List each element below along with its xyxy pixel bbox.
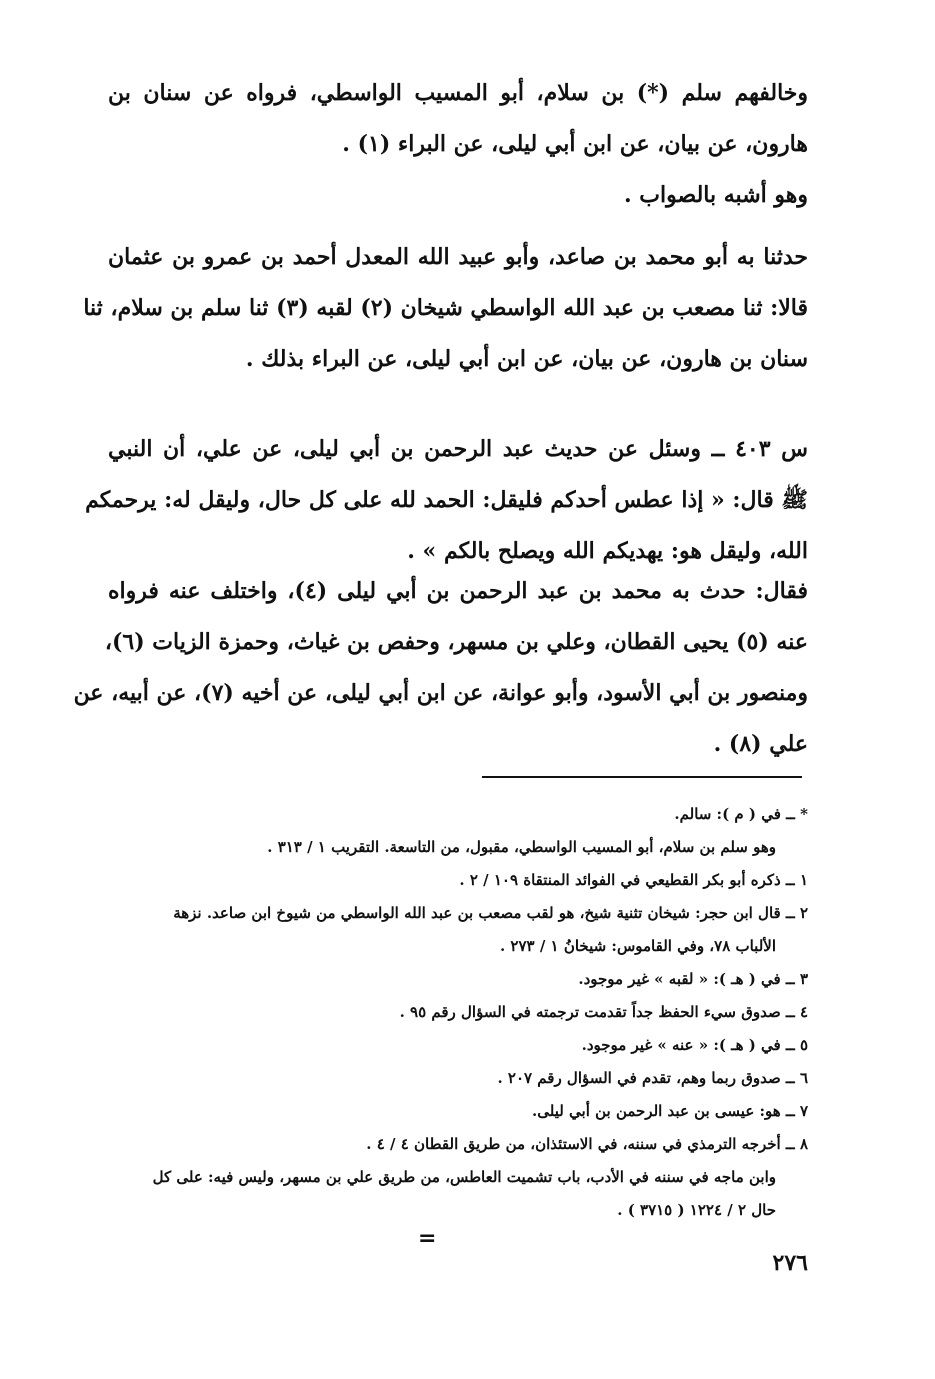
footnote: ٢ ــ قال ابن حجر: شيخان تثنية شيخ، هو لقب مصعب بن عبد الله الواسطي من شيوخ ابن صاعد. نزهة	[173, 904, 808, 922]
question-text: وسئل عن حديث عبد الرحمن بن أبي ليلى، عن علي، أن النبي	[108, 436, 701, 462]
paragraph-ashbah	[108, 170, 808, 221]
footnotes	[108, 798, 808, 1227]
answer-paragraph	[73, 566, 809, 770]
text-line: فقال: حدث به محمد بن عبد الرحمن بن أبي ليلى (٤)، واختلف عنه فرواه	[108, 578, 809, 604]
question-number: س ٤٠٣ ــ	[711, 436, 808, 462]
text-line: سنان بن هارون، عن بيان، عن ابن أبي ليلى، عن البراء بذلك .	[245, 346, 808, 372]
continuation-mark: =	[418, 1226, 437, 1251]
text-line	[108, 424, 808, 475]
footnote: ٣ ــ في ( هـ ): « لقبه » غير موجود.	[578, 970, 808, 988]
text-line: وخالفهم سلم (*) بن سلام، أبو المسيب الواسطي، فرواه عن سنان بن	[108, 80, 808, 106]
footnote: ٥ ــ في ( هـ ): « عنه » غير موجود.	[581, 1036, 808, 1054]
page-number: ٢٧٦	[772, 1250, 808, 1276]
text-line: وهو أشبه بالصواب .	[623, 182, 808, 208]
text-line: علي (٨) .	[713, 731, 808, 757]
footnote: ٨ ــ أخرجه الترمذي في سننه، في الاستئذان، من طريق القطان ٤ / ٤ .	[366, 1135, 808, 1153]
footnote-separator	[482, 776, 802, 778]
question-403	[85, 424, 808, 577]
footnote: الألباب ٧٨، وفي القاموس: شيخانُ ١ / ٢٧٣ .	[499, 937, 776, 955]
text-line: عنه (٥) يحيى القطان، وعلي بن مسهر، وحفص بن غياث، وحمزة الزيات (٦)،	[104, 629, 808, 655]
footnote: * ــ في ( م ): سالم.	[674, 805, 808, 823]
text-line: ﷺ قال: « إذا عطس أحدكم فليقل: الحمد لله على كل حال، وليقل له: يرحمكم	[85, 487, 808, 513]
footnote: وابن ماجه في سننه في الأدب، باب تشميت العاطس، من طريق علي بن مسهر، وليس فيه: على كل	[152, 1168, 776, 1186]
text-line: ومنصور بن أبي الأسود، وأبو عوانة، عن ابن أبي ليلى، عن أخيه (٧)، عن أبيه، عن	[73, 680, 808, 706]
footnote: وهو سلم بن سلام، أبو المسيب الواسطي، مقبول، من التاسعة. التقريب ١ / ٣١٣ .	[267, 838, 776, 856]
text-line: الله، وليقل هو: يهديكم الله ويصلح بالكم » .	[407, 538, 808, 564]
footnote: ١ ــ ذكره أبو بكر القطيعي في الفوائد المنتقاة ١٠٩ / ٢ .	[459, 871, 808, 889]
paragraph-haddathana	[83, 232, 808, 385]
footnote: ٧ ــ هو: عيسى بن عبد الرحمن بن أبي ليلى.	[532, 1102, 808, 1120]
text-line: هارون، عن بيان، عن ابن أبي ليلى، عن البراء (١) .	[342, 131, 808, 157]
footnote: ٤ ــ صدوق سيء الحفظ جداً تقدمت ترجمته في السؤال رقم ٩٥ .	[399, 1003, 808, 1021]
footnote: حال ٢ / ١٢٢٤ ( ٣٧١٥ ) .	[617, 1201, 776, 1219]
paragraph-khalafahum	[108, 68, 808, 170]
footnote: ٦ ــ صدوق ربما وهم، تقدم في السؤال رقم ٢٠٧ .	[497, 1069, 808, 1087]
text-line: قالا: ثنا مصعب بن عبد الله الواسطي شيخان (٢) لقبه (٣) ثنا سلم بن سلام، ثنا	[83, 295, 808, 321]
text-line: حدثنا به أبو محمد بن صاعد، وأبو عبيد الله المعدل أحمد بن عمرو بن عثمان	[108, 244, 808, 270]
